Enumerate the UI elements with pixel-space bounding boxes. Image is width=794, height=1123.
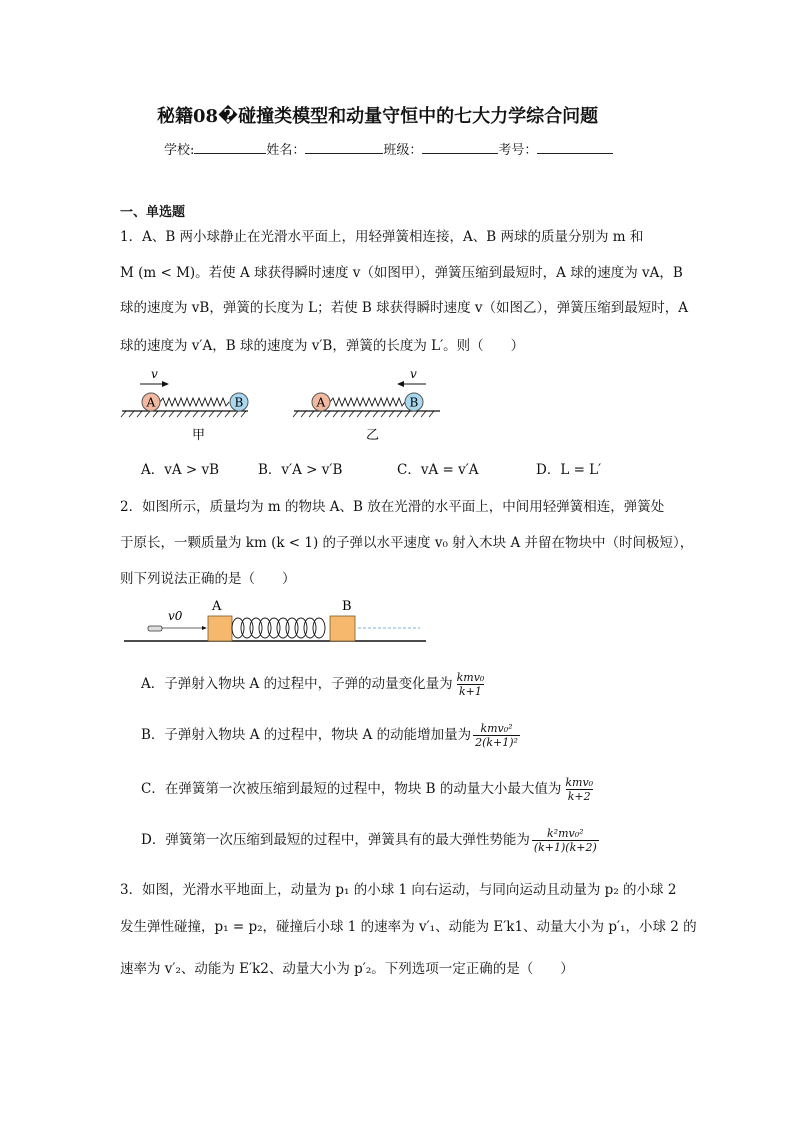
exam-no-blank <box>537 141 613 154</box>
q2-option-d-fraction <box>532 828 599 853</box>
q1-option-a: A．vA > vB <box>141 462 220 478</box>
fraction-denominator: 2(k+1)² <box>475 736 518 749</box>
caption-yi: 乙 <box>366 428 380 443</box>
ground-hatch <box>121 411 246 417</box>
q1-option-b: B．v′A > v′B <box>258 462 343 478</box>
section-heading: 一、单选题 <box>120 205 186 220</box>
q2-option-d-text: D．弹簧第一次压缩到最短的过程中，弹簧具有的最大弹性势能为 <box>141 832 530 848</box>
fraction-denominator: k+2 <box>567 790 591 803</box>
fraction-numerator: kmv₀ <box>565 776 594 789</box>
q1-line2: M (m < M)。若使 A 球获得瞬时速度 v（如图甲），弹簧压缩到最短时，A 球的速度为 vA，B <box>120 265 683 281</box>
q3-line3: 速率为 v′₂、动能为 E′k2、动量大小为 p′₂。下列选项一定正确的是（ ） <box>120 961 574 977</box>
q2-option-a-text: A．子弹射入物块 A 的过程中，子弹的动量变化量为 <box>141 676 453 692</box>
bullet <box>148 626 162 631</box>
block-b <box>330 616 355 641</box>
ball-a-label: A <box>146 395 156 410</box>
fraction-numerator: k²mv₀² <box>547 827 584 840</box>
school-blank <box>194 141 266 154</box>
q2-line1: 2．如图所示，质量均为 m 的物块 A、B 放在光滑的水平面上，中间用轻弹簧相连，弹簧处 <box>120 499 665 515</box>
q3-line1: 3．如图，光滑水平地面上，动量为 p₁ 的小球 1 向右运动，与同向运动且动量为 p₂ 的小球 2 <box>120 882 677 898</box>
name-label: 姓名： <box>266 143 306 158</box>
q2-figure <box>120 596 430 652</box>
coil-spring <box>232 618 325 638</box>
fraction-denominator: k+1 <box>459 685 482 698</box>
class-label: 班级： <box>383 143 423 158</box>
q2-option-b <box>141 723 520 748</box>
fraction-numerator: kmv₀² <box>480 722 513 735</box>
caption-jia: 甲 <box>192 428 206 443</box>
velocity-label: v <box>410 367 417 381</box>
ground-hatch <box>293 411 434 417</box>
q2-option-d <box>141 828 599 853</box>
q2-option-c <box>141 777 595 802</box>
spring <box>160 398 229 406</box>
q1-option-d: D．L = L′ <box>536 462 602 478</box>
figure-yi <box>293 367 440 443</box>
q2-option-c-fraction <box>563 777 595 802</box>
q2-option-a-fraction <box>455 672 487 697</box>
q2-option-b-fraction <box>473 723 520 748</box>
q2-option-c-text: C．在弹簧第一次被压缩到最短的过程中，物块 B 的动量大小最大值为 <box>141 781 562 797</box>
q1-line3: 球的速度为 vB，弹簧的长度为 L；若使 B 球获得瞬时速度 v（如图乙），弹簧压缩到最短时，A <box>120 300 689 316</box>
name-blank <box>305 141 383 154</box>
q2-option-b-text: B．子弹射入物块 A 的过程中，物块 A 的动能增加量为 <box>141 727 472 743</box>
block-b-label: B <box>342 599 352 614</box>
ball-b-label: B <box>409 395 419 410</box>
q2-line2: 于原长，一颗质量为 km (k < 1) 的子弹以水平速度 v₀ 射入木块 A 并留在物块中（时间极短）， <box>120 535 694 551</box>
block-a <box>208 616 232 641</box>
fraction-denominator: (k+1)(k+2) <box>533 841 597 854</box>
ball-a-label: A <box>316 395 326 410</box>
q1-option-c: C．vA = v′A <box>397 462 479 478</box>
q2-line3: 则下列说法正确的是（ ） <box>120 571 296 587</box>
q2-option-a <box>141 672 486 697</box>
ball-b-label: B <box>234 395 244 410</box>
exam-no-label: 考号： <box>498 143 538 158</box>
q3-line2: 发生弹性碰撞，p₁ = p₂，碰撞后小球 1 的速率为 v′₁、动能为 E′k1、动量大小为 p′₁，小球 2 的 <box>120 919 697 935</box>
figure-jia <box>121 367 248 443</box>
v0-label: v0 <box>168 609 183 623</box>
page-title: 秘籍08�碰撞类模型和动量守恒中的七大力学综合问题 <box>157 106 599 127</box>
spring <box>330 398 405 406</box>
q1-figure <box>118 366 448 446</box>
fraction-numerator: kmv₀ <box>456 671 485 684</box>
q1-line1: 1．A、B 两小球静止在光滑水平面上，用轻弹簧相连接，A、B 两球的质量分别为 m 和 <box>120 229 644 245</box>
block-a-label: A <box>212 599 222 614</box>
velocity-label: v <box>151 367 158 381</box>
student-info-line <box>164 141 613 157</box>
class-blank <box>422 141 498 154</box>
q1-line4: 球的速度为 v′A，B 球的速度为 v′B，弹簧的长度为 L′。则（ ） <box>120 338 525 354</box>
school-label: 学校: <box>164 143 195 158</box>
